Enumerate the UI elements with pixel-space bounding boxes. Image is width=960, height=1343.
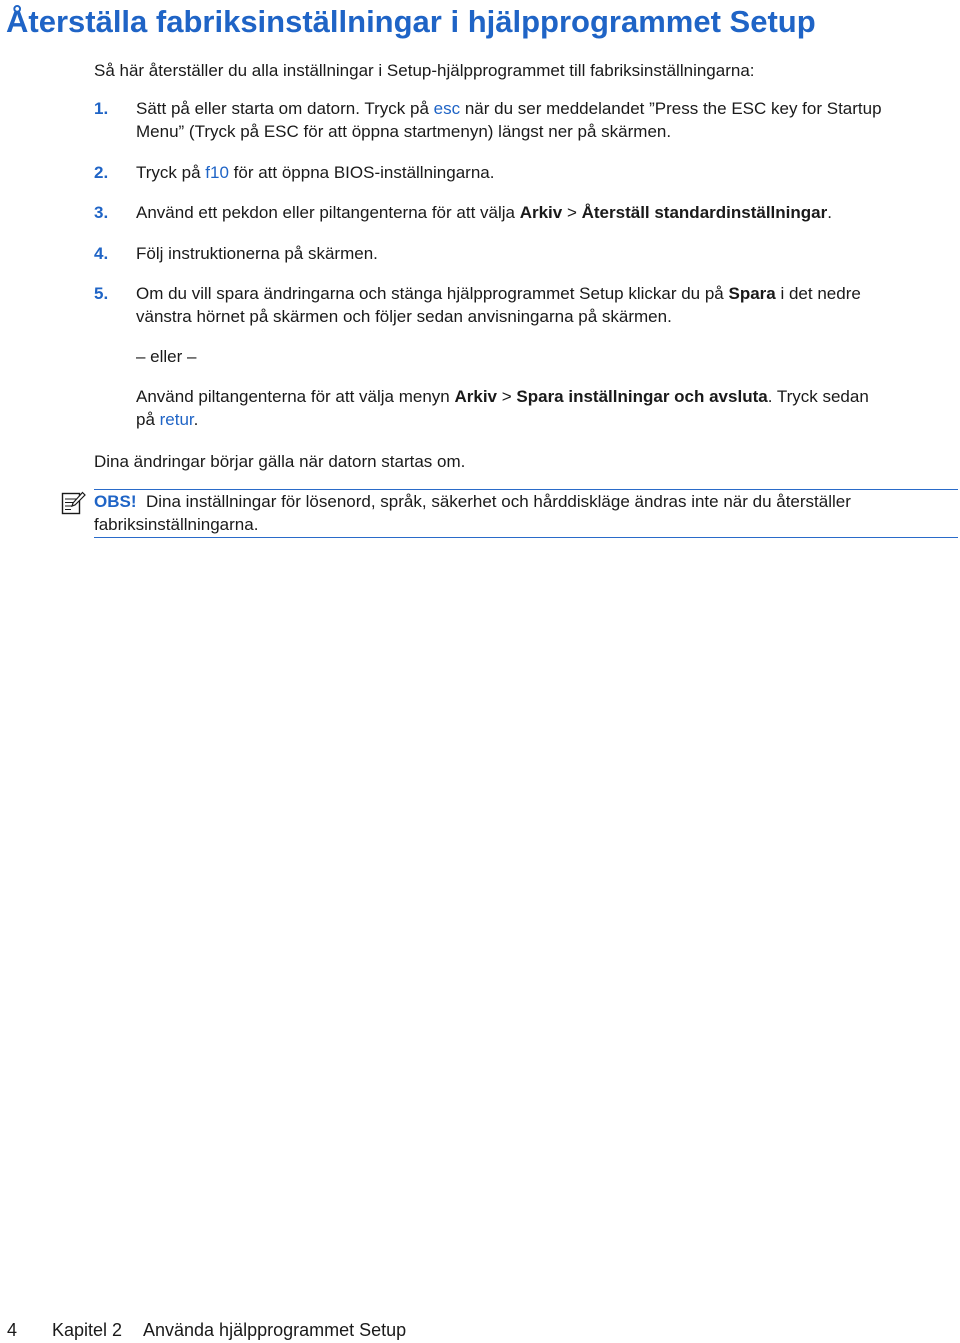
step-5-text-b: i det nedre bbox=[775, 284, 861, 303]
note-line-2: fabriksinställningarna. bbox=[94, 515, 259, 534]
step-2-text bbox=[136, 161, 494, 184]
step-1-text-cont: när du ser meddelandet ”Press the ESC key for Startup bbox=[460, 99, 882, 118]
step-5-alt-text-d: . bbox=[193, 410, 199, 429]
menu-arkiv: Arkiv bbox=[519, 203, 563, 222]
f10-key: f10 bbox=[205, 163, 229, 182]
step-5-alt-line-2 bbox=[136, 408, 198, 431]
step-5-alt-text-c: på bbox=[136, 410, 160, 429]
note-line-1 bbox=[94, 490, 851, 513]
note-label: OBS! bbox=[94, 492, 137, 511]
menu-separator: > bbox=[562, 203, 582, 222]
step-5-text-a: Om du vill spara ändringarna och stänga hjälpprogrammet Setup klickar du på bbox=[136, 284, 729, 303]
step-number-1: 1. bbox=[94, 99, 109, 118]
chapter-title: Använda hjälpprogrammet Setup bbox=[143, 1320, 407, 1340]
step-5-line-2: vänstra hörnet på skärmen och följer sedan anvisningarna på skärmen. bbox=[136, 307, 672, 326]
step-3-text-a: Använd ett pekdon eller piltangenterna för att välja bbox=[136, 203, 520, 222]
step-4-text: Följ instruktionerna på skärmen. bbox=[136, 244, 378, 263]
menu-arkiv-alt: Arkiv bbox=[454, 387, 498, 406]
step-5-alt-text-b: . Tryck sedan bbox=[767, 387, 869, 406]
note-pad-icon bbox=[60, 490, 86, 516]
step-number-2: 2. bbox=[94, 163, 109, 182]
menu-save-exit: Spara inställningar och avsluta bbox=[516, 387, 768, 406]
step-3-end: . bbox=[827, 203, 832, 222]
step-2-text-a: Tryck på bbox=[136, 163, 206, 182]
step-number-3: 3. bbox=[94, 203, 109, 222]
step-number-5: 5. bbox=[94, 284, 109, 303]
spara-label: Spara bbox=[728, 284, 776, 303]
step-5-alt-text-a: Använd piltangenterna för att välja menyn bbox=[136, 387, 455, 406]
note-text: Dina inställningar för lösenord, språk, säkerhet och hårddiskläge ändras inte när du återställer bbox=[145, 492, 851, 511]
esc-key: esc bbox=[433, 99, 461, 118]
step-3-text bbox=[136, 201, 832, 224]
step-2-text-b: för att öppna BIOS-inställningarna. bbox=[228, 163, 495, 182]
menu-separator-alt: > bbox=[497, 387, 517, 406]
step-1-line-2: Menu” (Tryck på ESC för att öppna startmenyn) längst ner på skärmen. bbox=[136, 122, 672, 141]
intro-text: Så här återställer du alla inställningar i Setup-hjälpprogrammet till fabriksinställningarna: bbox=[94, 61, 755, 80]
step-1-line-1 bbox=[136, 97, 882, 120]
step-5-alt-line-1 bbox=[136, 385, 869, 408]
step-1-text: Sätt på eller starta om datorn. Tryck på bbox=[136, 99, 434, 118]
page-title: Återställa fabriksinställningar i hjälpprogrammet Setup bbox=[6, 4, 816, 39]
step-5-line-1 bbox=[136, 282, 861, 305]
retur-key: retur bbox=[159, 410, 194, 429]
or-separator: – eller – bbox=[136, 347, 197, 366]
step-number-4: 4. bbox=[94, 244, 109, 263]
chapter-label: Kapitel 2 bbox=[52, 1320, 123, 1340]
note-bottom-rule bbox=[94, 537, 958, 538]
closing-text: Dina ändringar börjar gälla när datorn startas om. bbox=[94, 452, 466, 471]
menu-restore-defaults: Återställ standardinställningar bbox=[581, 203, 828, 222]
page-number: 4 bbox=[7, 1320, 18, 1340]
